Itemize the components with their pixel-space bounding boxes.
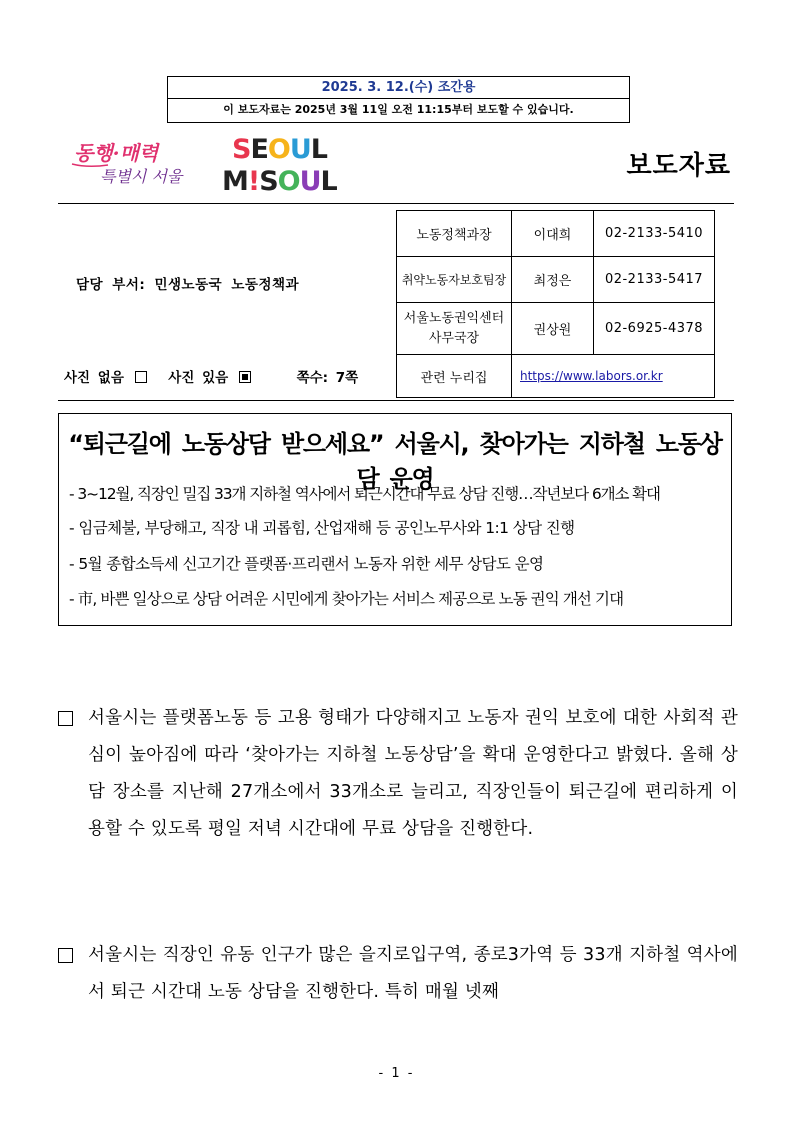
contact-row	[397, 211, 715, 257]
summary-bullet: - 3~12월, 직장인 밀집 33개 지하철 역사에서 퇴근시간대 무료 상담 진행…작년보다 6개소 확대	[69, 485, 660, 503]
headline: “퇴근길에 노동상담 받으세요” 서울시, 찾아가는 지하철 노동상담 운영	[68, 430, 722, 493]
summary-bullet: - 5월 종합소득세 신고기간 플랫폼·프리랜서 노동자 위한 세무 상담도 운영	[69, 555, 544, 573]
summary-bullet: - 임금체불, 부당해고, 직장 내 괴롭힘, 산업재해 등 공인노무사와 1:1 상담 진행	[69, 519, 575, 537]
body-paragraph	[58, 700, 738, 848]
svg-text:M!SOUL: M!SOUL	[222, 166, 337, 197]
contact-dept: 노동정책과장	[397, 211, 512, 257]
contact-name: 최정은	[512, 257, 594, 303]
has-photo-label: 사진 있음	[168, 370, 229, 386]
bullet-square-icon	[58, 948, 73, 963]
summary-bullet: - 市, 바쁜 일상으로 상담 어려운 시민에게 찾아가는 서비스 제공으로 노동 권익 개선 기대	[69, 590, 624, 608]
bullet-square-icon	[58, 711, 73, 726]
contact-dept: 서울노동권익센터 사무국장	[397, 303, 512, 355]
contact-phone: 02-2133-5417	[594, 257, 715, 303]
no-photo-checkbox	[135, 371, 147, 383]
has-photo-checkbox	[239, 371, 251, 383]
site-label: 관련 누리집	[397, 355, 512, 398]
contact-phone: 02-2133-5410	[594, 211, 715, 257]
embargo-box	[167, 76, 630, 123]
contact-name: 이대희	[512, 211, 594, 257]
press-release-title: 보도자료	[626, 151, 731, 181]
photo-info-row	[64, 366, 358, 386]
site-link[interactable]: https://www.labors.or.kr	[512, 355, 715, 398]
svg-text:특별시 서울: 특별시 서울	[100, 167, 183, 186]
paragraph-text: 서울시는 플랫폼노동 등 고용 형태가 다양해지고 노동자 권익 보호에 대한 사회적 관심이 높아짐에 따라 ‘찾아가는 지하철 노동상담’을 확대 운영한다고 밝혔다. 올해 상담 장소를 지난해 27개소에서 33개소로 늘리고, 직장인들이 퇴근길에 편리하게 이용할 수 있도록 평일 저녁 시간대에 무료 상담을 진행한다.	[88, 708, 738, 839]
body-paragraph	[58, 937, 738, 1011]
slogan-logo	[68, 138, 206, 188]
contact-row	[397, 257, 715, 303]
contact-phone: 02-6925-4378	[594, 303, 715, 355]
seoul-my-soul-logo	[220, 130, 337, 197]
page-count: 쪽수: 7쪽	[296, 370, 359, 386]
paragraph-text: 서울시는 직장인 유동 인구가 많은 을지로입구역, 종로3가역 등 33개 지하철 역사에서 퇴근 시간대 노동 상담을 진행한다. 특히 매월 넷째	[88, 945, 738, 1002]
contact-dept: 취약노동자보호팀장	[397, 257, 512, 303]
embargo-note: 이 보도자료는 2025년 3월 11일 오전 11:15부터 보도할 수 있습니다.	[223, 103, 574, 116]
header-divider	[58, 203, 734, 204]
headline-box	[58, 413, 732, 626]
contact-row	[397, 303, 715, 355]
info-divider	[58, 400, 734, 401]
no-photo-label: 사진 없음	[64, 370, 124, 386]
contact-table	[396, 210, 715, 398]
contact-name: 권상원	[512, 303, 594, 355]
svg-text:동행·매력: 동행·매력	[74, 141, 159, 165]
release-date: 2025. 3. 12.(수) 조간용	[168, 77, 629, 99]
responsible-department: 담당 부서: 민생노동국 노동정책과	[76, 277, 300, 293]
page-number: - 1 -	[378, 1066, 415, 1081]
svg-text:SEOUL: SEOUL	[232, 134, 328, 165]
site-row	[397, 355, 715, 398]
